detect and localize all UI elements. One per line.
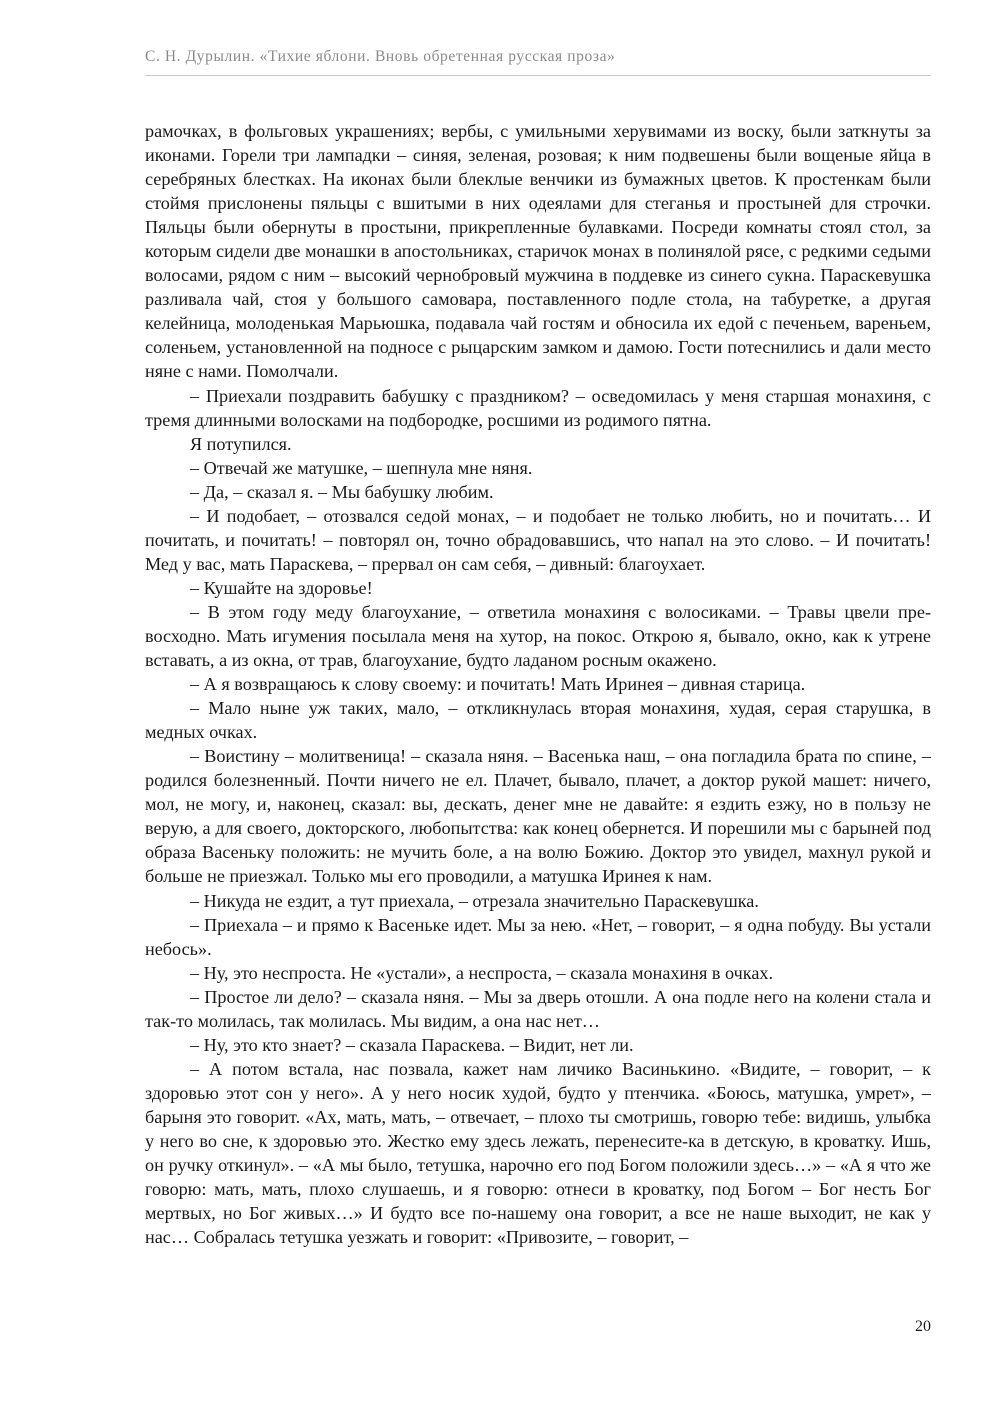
page-number: 20 xyxy=(915,1318,931,1335)
paragraph: – Приехала – и прямо к Васеньке идет. Мы за нею. «Нет, – говорит, – я одна побуду. Вы устали небось». xyxy=(145,914,931,959)
paragraph: – Ну, это неспроста. Не «устали», а неспроста, – сказала монахиня в очках. xyxy=(190,962,774,983)
paragraph: – В этом году меду благоухание, – ответила монахиня с волосиками. – Травы цвели превосходно. Мать игумения посылала меня на хутор, на покос. Открою я, бывало, окно, как к утрене вставать, а из окна, от трав, благоухание, будто ладаном росным окажено. xyxy=(145,601,931,671)
paragraph: – И подобает, – отозвался седой монах, – и подобает не только любить, но и почитать… И почитать, и почитать! – повторял он, точно обрадовавшись, что напал на это слово. – И почитать! Мед у вас, мать Параскева, – прервал он сам себя, – дивный: благоухает. xyxy=(145,505,931,574)
paragraph: Я потупился. xyxy=(190,433,292,454)
paragraph: – Воистину – молитвеница! – сказала няня. – Васенька наш, – она погладила брата по спине, – родился болезненный. Почти ничего не ел. Плачет, бывало, плачет, а доктор рукой машет: ничего, мол, не могу, и, наконец, сказал: вы, дескать, денег мне не давайте: я ездить езжу, но в пользу не верую, а для своего, докторского, любопытства: как конец обернется. И порешили мы с барыней под образа Васеньку положить: не мучить боле, а на волю Божию. Доктор это увидел, махнул рукой и больше не приезжал. Только мы его проводили, а матушка Иринея к нам. xyxy=(145,746,931,887)
paragraph: – Простое ли дело? – сказала няня. – Мы за дверь отошли. А она подле него на колени стала и так-то молилась, так молилась. Мы видим, а она нас нет… xyxy=(145,986,931,1031)
paragraph: – Мало ныне уж таких, мало, – откликнулась вторая монахиня, худая, серая старушка, в медных очках. xyxy=(145,698,931,743)
page-body xyxy=(145,119,931,1249)
running-header: С. Н. Дурылин. «Тихие яблони. Вновь обретенная русская проза» xyxy=(145,48,931,76)
paragraph: рамочках, в фольговых украшениях; вербы, с умильными херувимами из воску, были заткнуты за иконами. Горели три лампадки – синяя, зеленая, розовая; к ним подвешены были вощеные яйца в серебряных блестках. На иконах были блеклые венчики из бумажных цветов. К простенкам были стоймя прислонены пяльцы с вшитыми в них одеялами для стеганья и простыней для строчки. Пяльцы были обернуты в простыни, прикрепленные булавками. Посреди комнаты стоял стол, за которым сидели две монашки в апостольниках, старичок монах в полинялой рясе, с редкими седыми волосами, рядом с ним – высокий чернобровый мужчина в поддевке из синего сукна. Параскевушка разливала чай, стоя у большого самовара, поставленного подле стола, на табуретке, а другая келейница, молоденькая Марьюшка, подавала чай гостям и обносила их едой с печеньем, вареньем, соленьем, установленной на подносе с рыцарским замком и дамою. Гости потеснились и дали место няне с нами. Помолчали. xyxy=(145,121,931,382)
paragraph: – А потом встала, нас позвала, кажет нам личико Васинькино. «Видите, – говорит, – к здоровью этот сон у него». А у него носик худой, будто у птенчика. «Боюсь, матушка, умрет», – барыня это говорит. «Ах, мать, мать, – отвечает, – плохо ты смотришь, говорю тебе: видишь, улыбка у него во сне, к здоровью это. Жестко ему здесь лежать, перенесите-ка в детскую, в кроватку. Ишь, он ручку откинул». – «А мы было, тетушка, нарочно его под Богом положили здесь…» – «А я что же говорю: мать, мать, плохо слушаешь, и я говорю: отнеси в кроватку, под Богом – Бог несть Бог мертвых, но Бог живых…» И будто все по-нашему она говорит, а все не наше выходит, не как у нас… Собралась тетушка уезжать и говорит: «Привозите, – говорит, – xyxy=(145,1058,931,1248)
paragraph: – Никуда не ездит, а тут приехала, – отрезала значительно Параскевушка. xyxy=(190,890,759,911)
paragraph: – Ну, это кто знает? – сказала Параскева. – Видит, нет ли. xyxy=(190,1034,634,1055)
paragraph: – А я возвращаюсь к слову своему: и почитать! Мать Иринея – дивная старица. xyxy=(190,674,806,695)
paragraph: – Да, – сказал я. – Мы бабушку любим. xyxy=(190,481,494,502)
paragraph: – Отвечай же матушке, – шепнула мне няня. xyxy=(190,457,533,478)
paragraph: – Кушайте на здоровье! xyxy=(190,577,373,598)
paragraph: – Приехали поздравить бабушку с праздником? – осведомилась у меня старшая монахиня, с тремя длинными волосками на подбородке, росшими из родимого пятна. xyxy=(145,385,931,430)
